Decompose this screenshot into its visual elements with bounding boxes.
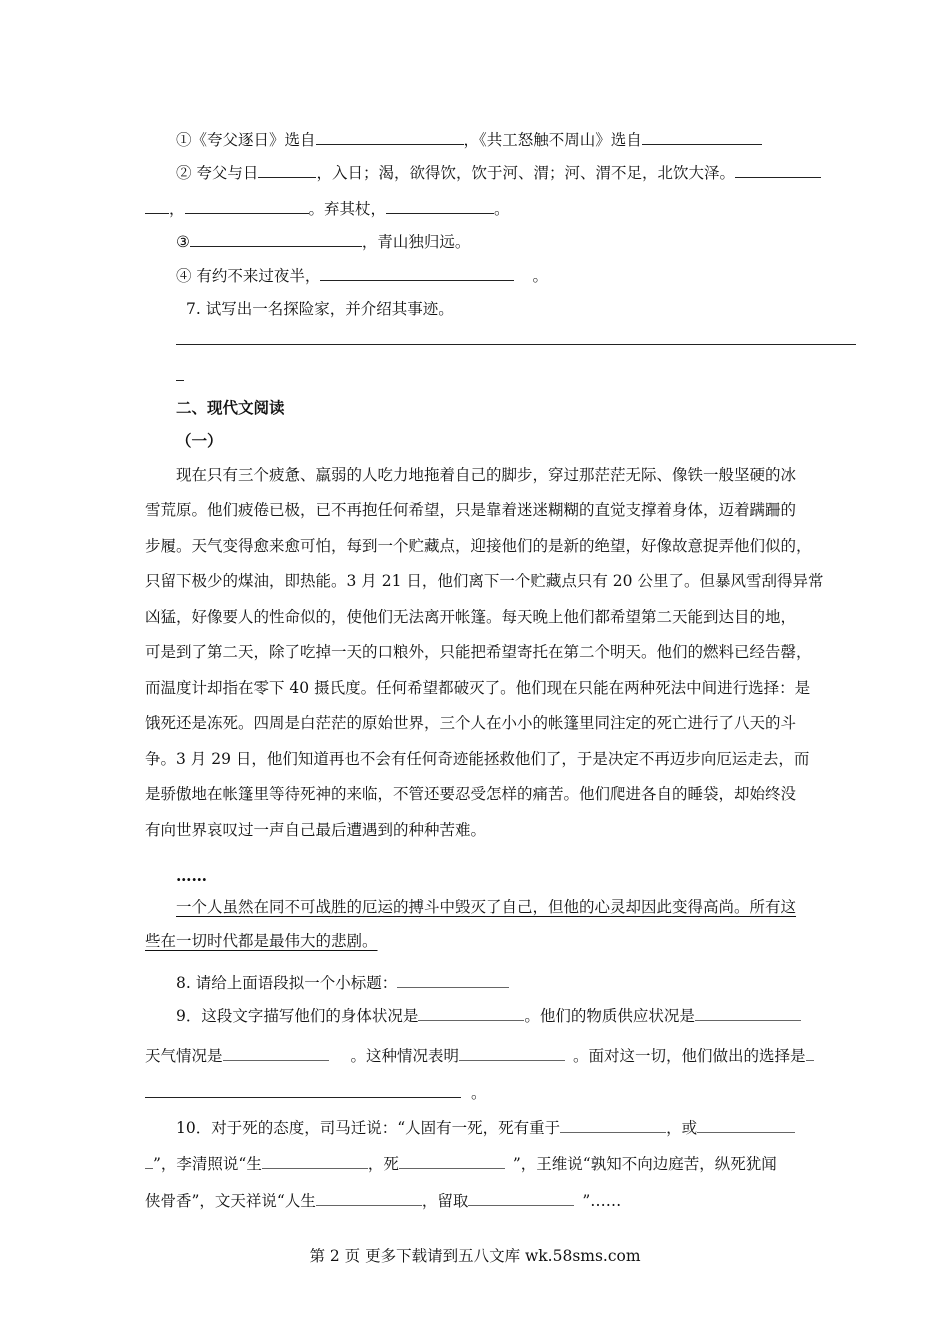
answer-blank[interactable]: [399, 1152, 505, 1169]
q10-text: ”……: [582, 1192, 622, 1210]
q6-text: 。: [532, 267, 548, 285]
q9-line-3: [145, 1081, 487, 1104]
answer-blank[interactable]: [320, 264, 514, 281]
passage-line: 雪荒原。他们疲倦已极，已不再抱任何希望，只是靠着迷迷糊糊的直觉支撑着身体，迈着蹒跚的: [145, 501, 797, 519]
q10-text: 侠骨香”，文天祥说“人生: [145, 1192, 316, 1210]
passage-ellipsis: ……: [176, 866, 207, 885]
passage-line: 现在只有三个疲惫、羸弱的人吃力地拖着自己的脚步，穿过那茫茫无际、像铁一般坚硬的冰: [176, 466, 797, 484]
q6-line-3: [145, 197, 510, 220]
q6-text: 。: [494, 200, 510, 218]
q9-text: 。: [471, 1084, 487, 1102]
q7-answer-line[interactable]: [176, 344, 856, 345]
answer-blank[interactable]: [223, 1044, 329, 1061]
page-footer: 第 2 页 更多下载请到五八文库 wk.58sms.com: [309, 1247, 641, 1265]
passage-line: 凶猛，好像要人的性命似的，使他们无法离开帐篷。每天晚上他们都希望第二天能到达目的地，: [145, 608, 797, 626]
passage-line: 饿死还是冻死。四周是白茫茫的原始世界，三个人在小小的帐篷里同注定的死亡进行了八天的斗: [145, 714, 797, 732]
q9-text: 天气情况是: [145, 1047, 223, 1065]
q6-line-1: [176, 128, 762, 151]
q6-text: ③: [176, 233, 190, 251]
answer-blank[interactable]: [258, 161, 316, 178]
answer-blank[interactable]: [145, 197, 169, 214]
answer-blank[interactable]: [468, 1189, 574, 1206]
q9-text: 。他们的物质供应状况是: [524, 1007, 695, 1025]
answer-blank[interactable]: [316, 1189, 422, 1206]
answer-blank[interactable]: [145, 1152, 153, 1169]
passage-line: 可是到了第二天，除了吃掉一天的口粮外，只能把希望寄托在第二个明天。他们的燃料已经告罄，: [145, 643, 812, 661]
q6-line-5: [176, 264, 548, 287]
q6-text: ，《共工怒触不周山》选自: [463, 131, 642, 149]
answer-blank[interactable]: [642, 128, 762, 145]
q6-text: ，: [169, 200, 185, 218]
answer-blank[interactable]: [560, 1116, 666, 1133]
q7-answer-line-end[interactable]: [176, 380, 184, 381]
answer-blank[interactable]: [397, 971, 509, 988]
q6-text: 。弃其杖，: [308, 200, 387, 218]
q9-line-1: [176, 1004, 801, 1027]
answer-blank[interactable]: [806, 1044, 814, 1061]
answer-blank[interactable]: [735, 161, 821, 178]
passage-line: 而温度计却指在零下 40 摄氏度。任何希望都破灭了。他们现在只能在两种死法中间进行选择：是: [145, 679, 811, 697]
q10-text: ，或: [666, 1119, 698, 1137]
q10-text: ，留取: [421, 1192, 469, 1210]
section-title: 二、现代文阅读: [176, 398, 285, 417]
q10-text: 10．对于死的态度，司马迁说：“人固有一死，死有重于: [176, 1119, 561, 1137]
q6-text: ①《夸父逐日》选自: [176, 131, 316, 149]
answer-blank[interactable]: [695, 1004, 801, 1021]
q9-text: 。面对这一切，他们做出的选择是: [573, 1047, 806, 1065]
answer-blank[interactable]: [386, 197, 494, 214]
q6-text: ④ 有约不来过夜半，: [176, 267, 321, 285]
passage-line: 是骄傲地在帐篷里等待死神的来临，不管还要忍受怎样的痛苦。他们爬进各自的睡袋，却始终没: [145, 785, 797, 803]
q6-line-4: [176, 230, 470, 253]
answer-blank[interactable]: [697, 1116, 795, 1133]
answer-blank[interactable]: [459, 1044, 565, 1061]
passage-line: 争。3 月 29 日，他们知道再也不会有任何奇迹能拯救他们了，于是决定不再迈步向厄运走去，而: [145, 750, 810, 768]
q10-text: ”，李清照说“生: [153, 1155, 262, 1173]
answer-blank[interactable]: [418, 1004, 524, 1021]
answer-blank[interactable]: [185, 197, 309, 214]
passage-line: 只留下极少的煤油，即热能。3 月 21 日，他们离下一个贮藏点只有 20 公里了。但暴风雪刮得异常: [145, 572, 824, 590]
passage-line: 有向世界哀叹过一声自己最后遭遇到的种种苦难。: [145, 821, 487, 839]
q10-text: ，死: [367, 1155, 399, 1173]
passage-underlined-line: 一个人虽然在同不可战胜的厄运的搏斗中毁灭了自己，但他的心灵却因此变得高尚。所有这: [176, 898, 797, 916]
q6-line-2: [176, 161, 821, 184]
q6-text: ，青山独归远。: [361, 233, 471, 251]
q7-prompt: 7. 试写出一名探险家，并介绍其事迹。: [186, 300, 454, 318]
q9-text: 。这种情况表明: [350, 1047, 460, 1065]
q9-line-2: [145, 1044, 814, 1067]
q10-line-3: [145, 1189, 621, 1212]
q10-line-2: [145, 1152, 777, 1175]
q8-prompt: 8. 请给上面语段拟一个小标题：: [176, 974, 398, 992]
q10-line-1: [176, 1116, 795, 1139]
q9-text: 9．这段文字描写他们的身体状况是: [176, 1007, 419, 1025]
q6-text: ，入日；渴，欲得饮，饮于河、渭；河、渭不足，北饮大泽。: [316, 164, 735, 182]
passage-line: 步履。天气变得愈来愈可怕，每到一个贮藏点，迎接他们的是新的绝望，好像故意捉弄他们似的，: [145, 537, 812, 555]
q6-text: ② 夸父与日: [176, 164, 259, 182]
passage-underlined-line: 些在一切时代都是最伟大的悲剧。: [145, 932, 378, 950]
answer-blank[interactable]: [190, 230, 362, 247]
answer-blank[interactable]: [145, 1081, 461, 1098]
q10-text: ”，王维说“孰知不向边庭苦，纵死犹闻: [512, 1155, 777, 1173]
q8-line: [176, 971, 509, 994]
answer-blank[interactable]: [262, 1152, 368, 1169]
answer-blank[interactable]: [316, 128, 464, 145]
section-subtitle: （一）: [176, 431, 223, 450]
